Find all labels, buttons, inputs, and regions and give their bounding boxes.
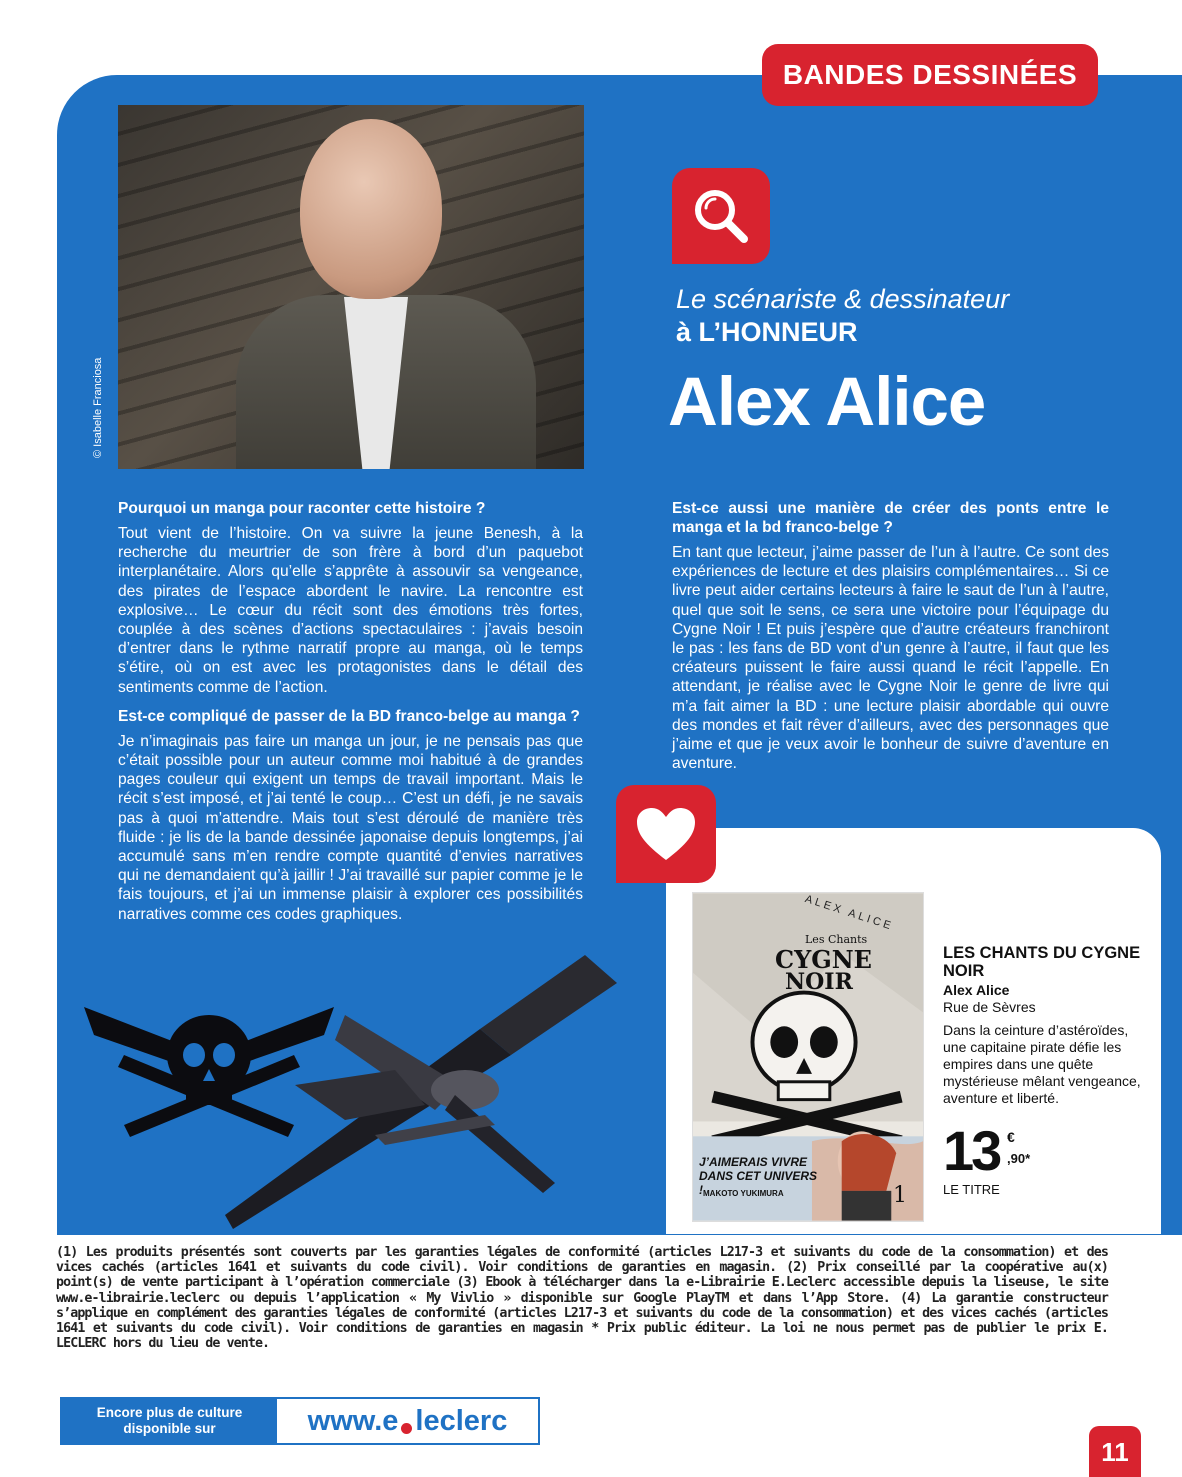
promo-banner[interactable] xyxy=(60,1397,540,1445)
interview-left-column xyxy=(118,499,583,934)
heart-icon xyxy=(635,806,697,862)
answer-1: Tout vient de l’histoire. On va suivre la jeune Benesh, à la recherche du meurtrier de son frère à bord d’un paquebot interplanétaire. Alors qu’elle s’apprête à assouvir sa vengeance, des pirates de l’espace abordent le navire. La rencontre est explosive… Le cœur du récit sont des émotions très fortes, couplée à des scènes d’actions spectaculaires : j’avais besoin d’entrer dans le rythme narratif propre au manga, où le temps s’étire, où on est avec les protagonistes dans le détail des sentiments comme de l’action. xyxy=(118,525,583,696)
cover-author: ALEX ALICE xyxy=(803,893,895,933)
promo-url-a: www.e xyxy=(307,1404,399,1437)
cover-quote: J’AIMERAIS VIVRE DANS CET UNIVERS ! xyxy=(699,1155,818,1197)
cover-title-2: CYGNE xyxy=(775,945,872,974)
interview-right-column xyxy=(672,499,1109,783)
feature-kicker: Le scénariste & dessinateur xyxy=(676,284,1010,314)
photo-head xyxy=(300,119,442,299)
promo-line-1: Encore plus de culture xyxy=(96,1405,243,1420)
promo-line-2: disponible sur xyxy=(123,1421,216,1436)
feature-author: Alex Alice xyxy=(668,363,986,440)
magnifier-icon xyxy=(689,184,753,248)
heart-badge xyxy=(616,785,716,883)
photo-credit xyxy=(92,444,104,458)
search-badge xyxy=(672,168,770,264)
product-description: Dans la ceinture d’astéroïdes, une capitaine pirate défie les empires dans une quête mystérieuse mêlant vengeance, aventure et liberté. xyxy=(943,1022,1141,1106)
question-2: Est-ce compliqué de passer de la BD franco-belge au manga ? xyxy=(118,707,580,725)
price-currency: € xyxy=(1007,1129,1015,1145)
price-decimal: ,90* xyxy=(1007,1151,1031,1166)
author-photo xyxy=(118,105,584,469)
question-1: Pourquoi un manga pour raconter cette histoire ? xyxy=(118,500,486,517)
legal-notice: (1) Les produits présentés sont couverts par les garanties légales de conformité (articles L217-3 et suivants du code de la consommation) et des vices cachés (articles 1641 et suivants du code civil). Voir conditions de garanties en magasin. (2) Prix conseillé par la coopérative au(x) point(s) de vente participant à l’opération commerciale (3) Ebook à télécharger dans la e-Librairie E.Leclerc accessible depuis la liseuse, le site www.e-librairie.leclerc ou depuis l’application « My Vivlio » disponible sur Google PlayTM et dans l’App Store. (4) La garantie constructeur s’applique en complément des garanties légales de conformité (articles L217-3 et suivants du code de la consommation) et des vices cachés (articles 1641 et suivants du code civil). Voir conditions de garanties en magasin * Prix public éditeur. La loi ne nous permet pas de publier le prix E. LECLERC hors du lieu de vente. xyxy=(56,1245,1108,1352)
answer-3: En tant que lecteur, j’aime passer de l’un à l’autre. Ce sont des expériences de lecture et des plaisirs complémentaires… Si ce livre peut aider certains lecteurs à faire le saut de l’un à l’autre, quel que soit le sens, ce sera une victoire pour l’équipage du Cygne Noir ! Et puis j’espère que d’autre créateurs franchiront le pas : les fans de BD vont d’un genre à l’autre, il faut que les créateurs puissent le faire aussi quand le récit l’appelle. En attendant, je réalise avec le Cygne Noir le genre de livre qui m’a fait aimer la BD : une lecture plaisir abordable qui ouvre des mondes et fait rêver d’ailleurs, avec des personnages que j’aime et que je veux avoir le bonheur de suivre d’aventure en aventure. xyxy=(672,544,1109,773)
product-info xyxy=(943,944,1143,1107)
product-author: Alex Alice xyxy=(943,982,1010,998)
spaceship-illustration xyxy=(225,945,620,1230)
cover-volume: 1 xyxy=(893,1183,907,1208)
cover-quote-author: MAKOTO YUKIMURA xyxy=(703,1189,784,1198)
product-price xyxy=(943,1119,1031,1182)
cover-title-3: NOIR xyxy=(785,969,853,995)
promo-url-b: leclerc xyxy=(415,1404,508,1437)
section-tag: BANDES DESSINÉES xyxy=(762,44,1098,106)
promo-url[interactable] xyxy=(277,1399,538,1443)
price-integer: 13 xyxy=(943,1119,1000,1182)
product-title: LES CHANTS DU CYGNE NOIR xyxy=(943,944,1141,980)
promo-text xyxy=(62,1399,277,1443)
question-3: Est-ce aussi une manière de créer des ponts entre le manga et la bd franco-belge ? xyxy=(672,500,1109,536)
book-cover[interactable] xyxy=(692,892,924,1222)
feature-kicker-2: à L’HONNEUR xyxy=(676,317,858,347)
answer-2: Je n’imaginais pas faire un manga un jour, je ne pensais pas que c’était possible pour un auteur comme moi habitué à de grandes pages couleur qui exigent un temps de travail important. Mais le récit s’est imposé, et j’ai tenté le coup… C’est un défi, je ne savais pas à quoi m’attendre. Mais tout s’est déroulé de manière très fluide : je lis de la bande dessinée japonaise depuis longtemps, j’ai accumulé sans m’en rendre compte quantité d’envies narratives qui ne demandaient qu’à jaillir ! J’ai travaillé sur papier comme je le fais toujours, et j’ai un immense plaisir à explorer ces possibilités narratives comme ces codes graphiques. xyxy=(118,732,583,923)
leclerc-dot-icon xyxy=(401,1423,412,1434)
page-number: 11 xyxy=(1089,1426,1141,1477)
product-publisher: Rue de Sèvres xyxy=(943,999,1036,1015)
price-label: LE TITRE xyxy=(943,1182,1000,1197)
cover-title-1: Les Chants xyxy=(805,933,868,946)
